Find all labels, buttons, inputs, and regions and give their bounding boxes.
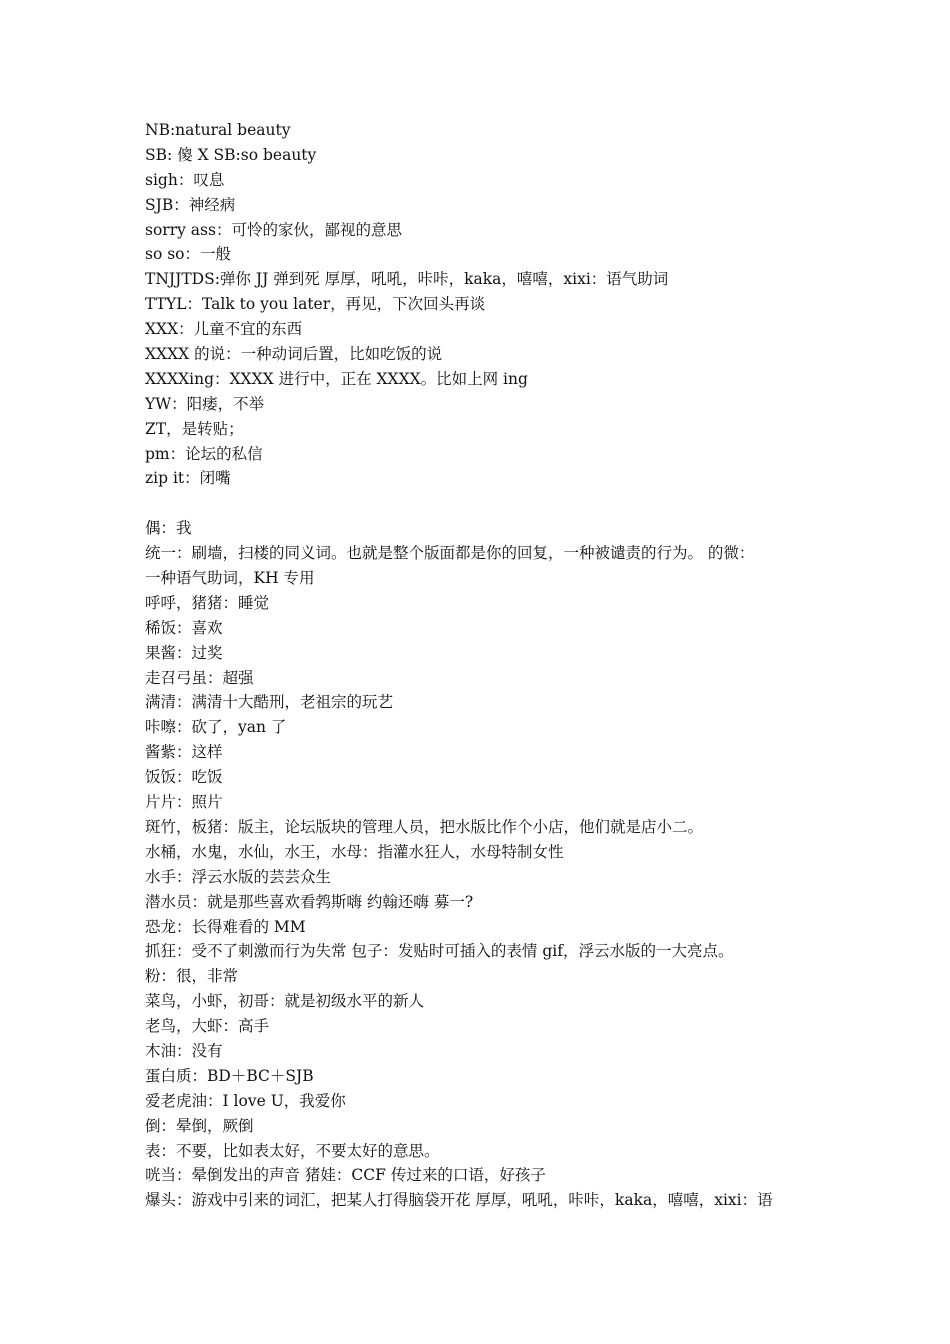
glossary-line: 抓狂：受不了刺激而行为失常 包子：发贴时可插入的表情 gif，浮云水版的一大亮点。 xyxy=(145,942,734,961)
glossary-line: XXX：儿童不宜的东西 xyxy=(145,320,303,339)
glossary-line: 斑竹，板猪：版主，论坛版块的管理人员，把水版比作个小店，他们就是店小二。 xyxy=(145,817,704,836)
glossary-line: XXXXing：XXXX 进行中，正在 XXXX。比如上网 ing xyxy=(145,369,528,388)
glossary-line: 稀饭：喜欢 xyxy=(145,618,223,637)
glossary-section-chinese xyxy=(145,516,815,1213)
glossary-line: pm：论坛的私信 xyxy=(145,444,263,463)
glossary-line: 恐龙：长得难看的 MM xyxy=(145,917,306,936)
glossary-line: SJB：神经病 xyxy=(145,195,236,214)
glossary-line: 菜鸟，小虾，初哥：就是初级水平的新人 xyxy=(145,992,425,1011)
glossary-line: SB: 傻 X SB:so beauty xyxy=(145,145,317,164)
glossary-line: sigh：叹息 xyxy=(145,170,225,189)
glossary-line: XXXX 的说：一种动词后置，比如吃饭的说 xyxy=(145,345,443,364)
glossary-line: 酱紫：这样 xyxy=(145,743,223,762)
glossary-line: 木油：没有 xyxy=(145,1041,223,1060)
glossary-line: YW：阳痿，不举 xyxy=(145,394,265,413)
glossary-line: 爆头：游戏中引来的词汇，把某人打得脑袋开花 厚厚，吼吼，咔咔，kaka，嘻嘻，xixi：语 xyxy=(145,1191,773,1210)
glossary-line: TNJJTDS:弹你 JJ 弹到死 厚厚，吼吼，咔咔，kaka，嘻嘻，xixi：语气助词 xyxy=(145,270,669,289)
glossary-line: 爱老虎油：I love U，我爱你 xyxy=(145,1091,346,1110)
glossary-line: zip it：闭嘴 xyxy=(145,469,231,488)
glossary-line: 统一：刷墙，扫楼的同义词。也就是整个版面都是你的回复，一种被谴责的行为。 的微： xyxy=(145,544,755,563)
glossary-line: 粉：很，非常 xyxy=(145,967,239,986)
glossary-line: 饭饭：吃饭 xyxy=(145,768,223,787)
glossary-line: 咔嚓：砍了，yan 了 xyxy=(145,718,287,737)
glossary-line: TTYL：Talk to you later，再见，下次回头再谈 xyxy=(145,295,486,314)
glossary-line: 满清：满清十大酷刑，老祖宗的玩艺 xyxy=(145,693,394,712)
glossary-line: 一种语气助词，KH 专用 xyxy=(145,569,315,588)
glossary-line: ZT，是转贴； xyxy=(145,419,244,438)
glossary-line: 老鸟，大虾：高手 xyxy=(145,1017,270,1036)
document-body xyxy=(145,118,815,1213)
glossary-line: 咣当：晕倒发出的声音 猪娃：CCF 传过来的口语，好孩子 xyxy=(145,1166,546,1185)
glossary-line: NB:natural beauty xyxy=(145,121,291,139)
glossary-line: 水桶，水鬼，水仙，水王，水母：指灌水狂人，水母特制女性 xyxy=(145,842,564,861)
glossary-line: 水手：浮云水版的芸芸众生 xyxy=(145,867,332,886)
glossary-section-english xyxy=(145,118,815,491)
glossary-line: 表：不要，比如表太好，不要太好的意思。 xyxy=(145,1141,440,1160)
glossary-line: 果酱：过奖 xyxy=(145,643,223,662)
glossary-line: 走召弓虽：超强 xyxy=(145,668,254,687)
glossary-line: so so：一般 xyxy=(145,245,231,264)
glossary-line: 蛋白质：BD＋BC＋SJB xyxy=(145,1066,314,1085)
glossary-line: 倒：晕倒，厥倒 xyxy=(145,1116,254,1135)
glossary-line: sorry ass：可怜的家伙，鄙视的意思 xyxy=(145,220,402,239)
glossary-line: 片片：照片 xyxy=(145,793,223,812)
section-spacer xyxy=(145,491,815,516)
glossary-line: 呼呼，猪猪：睡觉 xyxy=(145,593,270,612)
glossary-line: 偶：我 xyxy=(145,519,192,538)
glossary-line: 潜水员：就是那些喜欢看鹁斯嗨 约翰还嗨 募一? xyxy=(145,892,474,911)
